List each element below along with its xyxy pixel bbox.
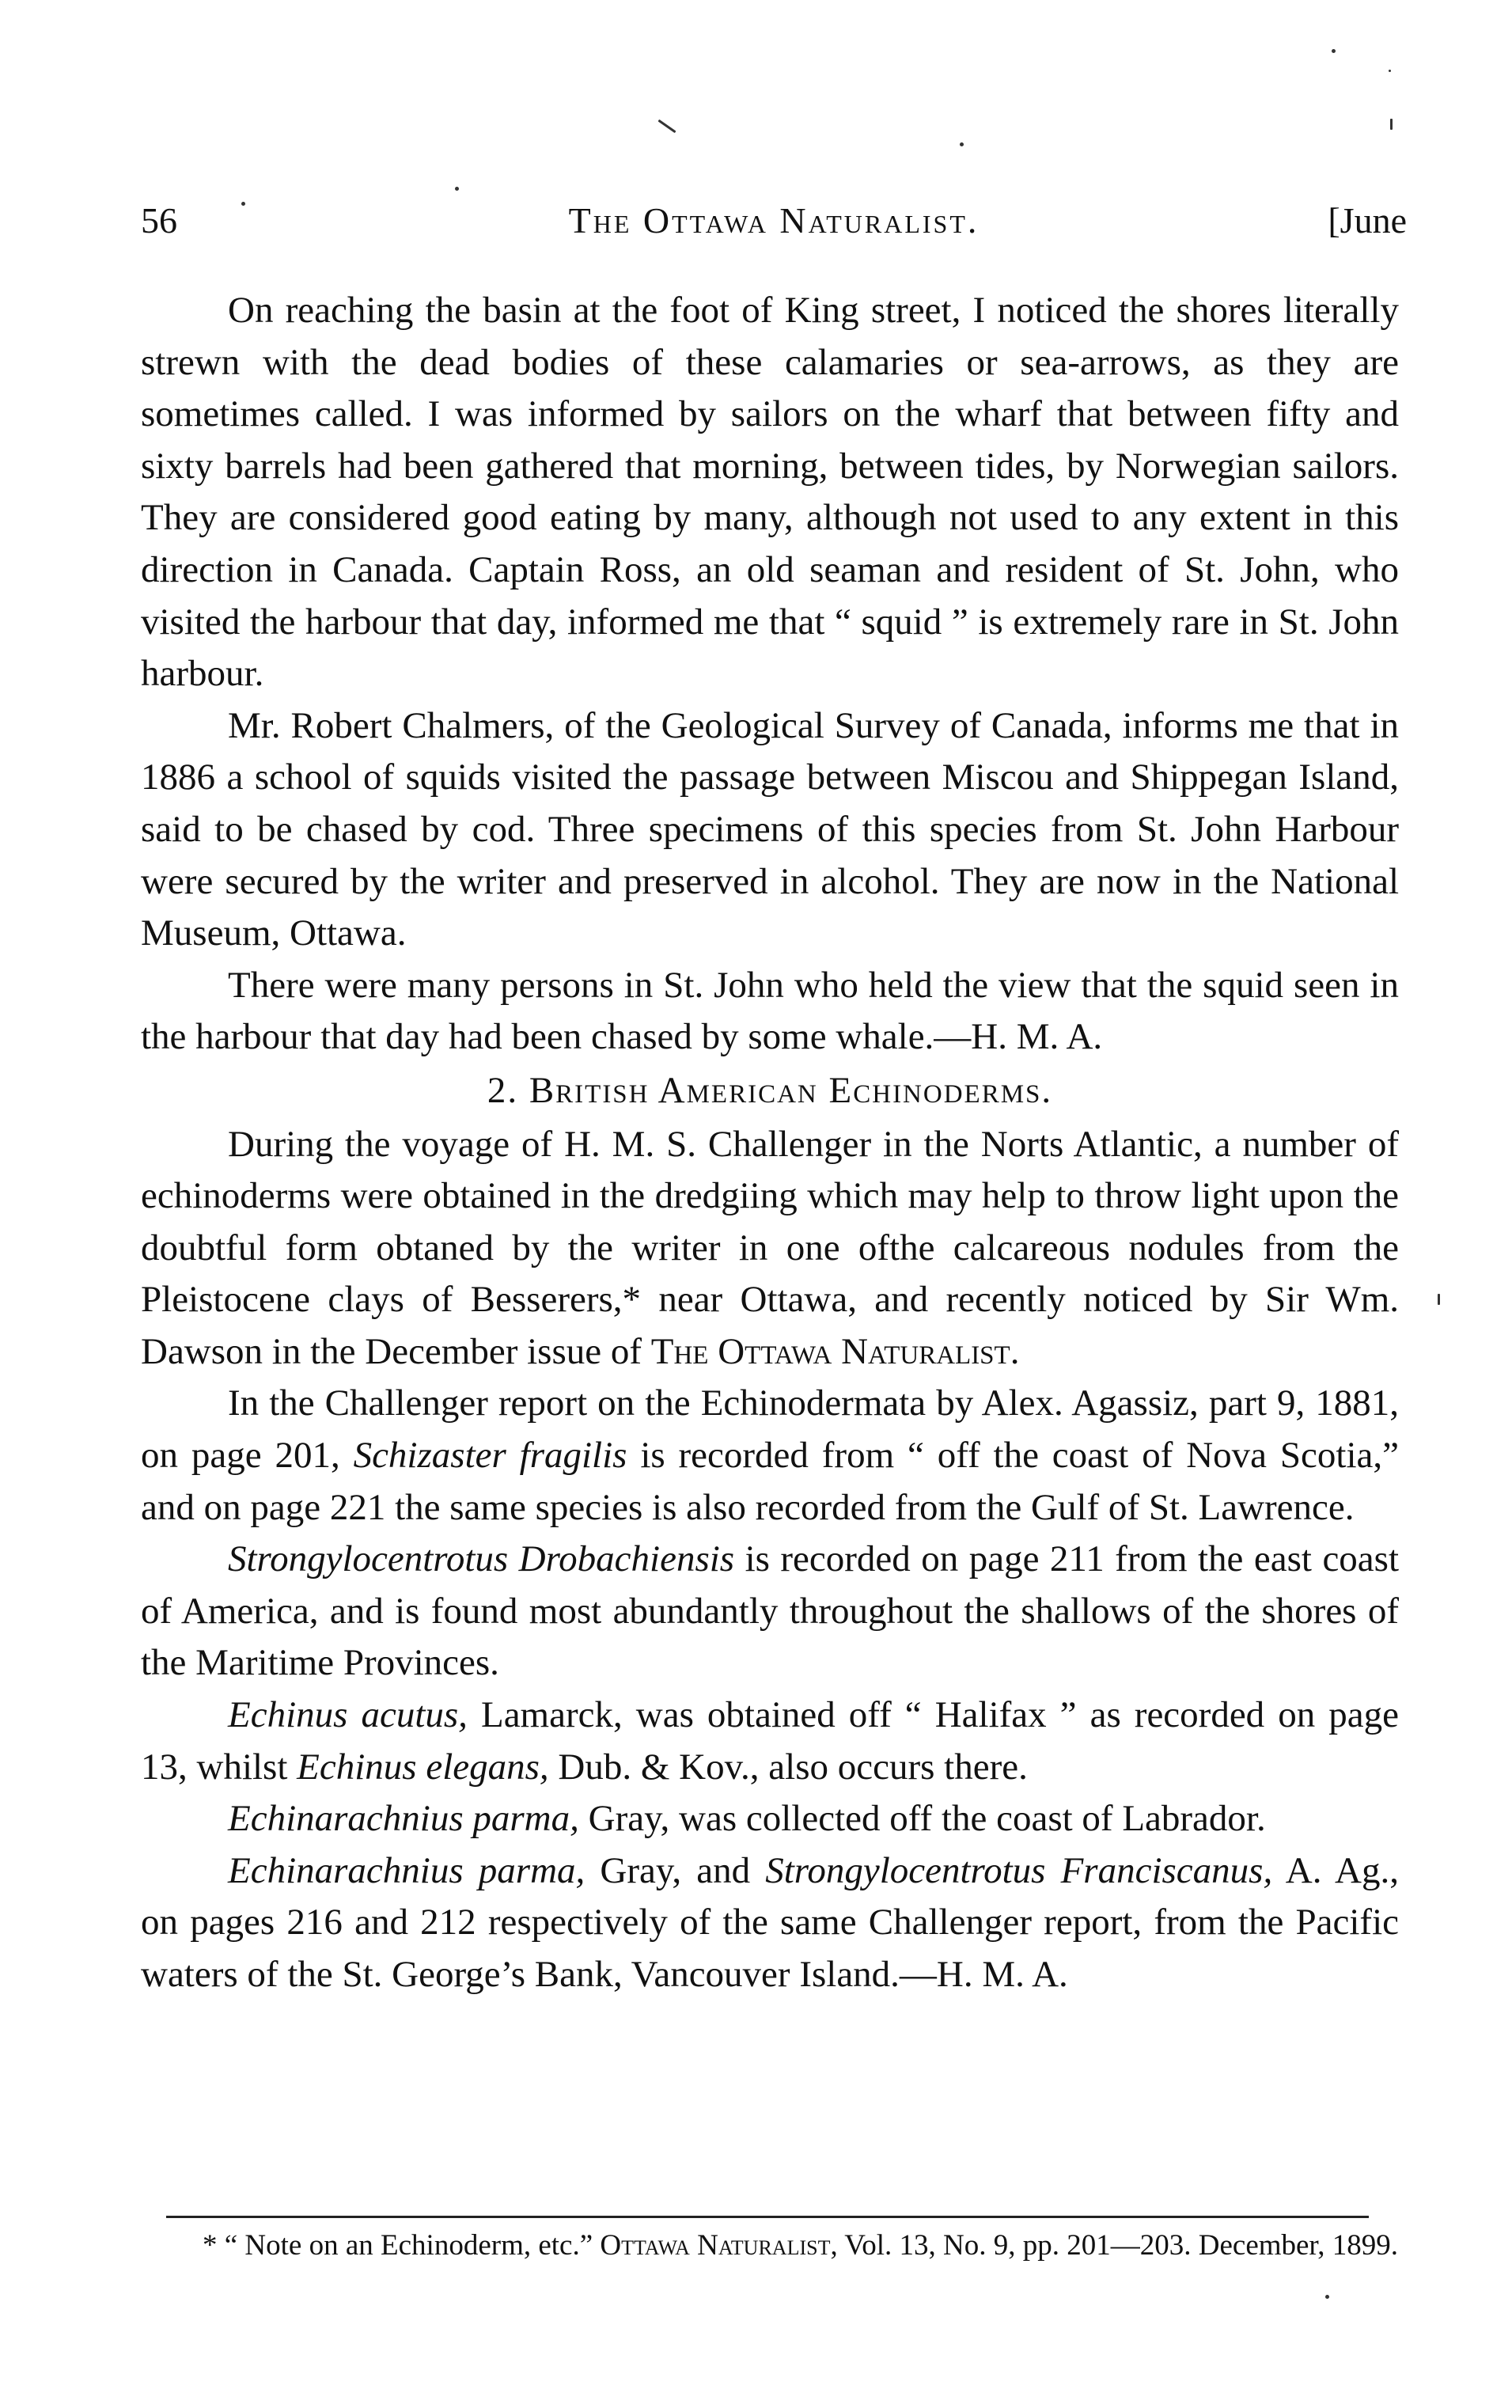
footnote [141,2225,1399,2266]
paragraph: On reaching the basin at the foot of King street, I noticed the shores literally strewn with the dead bodies of these calamaries or sea-arrows, as they are sometimes called. I was informed by sailors on the wharf that between fifty and sixty barrels had been gathered that morning, between tides, by Norwegian sailors. They are considered good eating by many, although not used to any extent in this direction in Canada. Captain Ross, an old seaman and resident of St. John, who visited the harbour that day, informed me that “ squid ” is extremely rare in St. John harbour. [141,290,1399,695]
scan-speck [657,119,676,133]
paragraph [141,1378,1399,1534]
paragraph-text: A. Ag., on pages 216 and 212 respectively of the same Challenger report, from the Pacific waters of the St. George’s Bank, Vancouver Island.—H. M. A. [141,1849,1399,1995]
paragraph-text: Lamarck, was obtained off “ Halifax ” as recorded on page 13, whilst [141,1694,1399,1788]
section-heading: 2. British American Echinoderms. [487,1069,1053,1111]
paragraph-text: Dub. & Kov., also occurs there. [558,1746,1028,1788]
scan-speck [1438,1294,1440,1305]
paragraph-text: Gray, and [600,1849,751,1891]
footnote-citation: Vol. 13, No. 9, pp. 201—203. December, 1899. [844,2229,1399,2262]
paragraph-text: In the Challenger report on the Echinodermata by Alex. Agassiz, part 9, 1881, on page 201, [141,1382,1399,1477]
paragraph: There were many persons in St. John who held the view that the squid seen in the harbour that day had been chased by some whale.—H. M. A. [141,964,1399,1058]
paragraph: Mr. Robert Chalmers, of the Geological Survey of Canada, informs me that in 1886 a school of squids visited the passage between Miscou and Shippegan Island, said to be chased by cod. Three specimens of this species from St. John Harbour were secured by the writer and preserved in alcohol. They are now in the National Museum, Ottawa. [141,704,1399,954]
journal-title: The Ottawa Naturalist. [568,200,980,241]
species-name: Echinus acutus, [228,1694,468,1736]
scan-speck [1390,119,1393,130]
species-name: Echinus elegans, [297,1746,549,1788]
page-number: 56 [141,200,177,241]
paragraph-text: Gray, was collected off the coast of Labrador. [588,1798,1266,1840]
paragraph-text: is recorded on page 211 from the east coast of America, and is found most abundantly throughout the shallows of the shores of the Maritime Provinces. [141,1538,1400,1684]
footnote-text [141,2225,1399,2266]
paragraph [141,1119,1399,1378]
species-name: Echinarachnius parma, [228,1798,579,1840]
scan-speck [1332,49,1336,53]
scan-speck [960,142,964,146]
paragraph [141,1534,1399,1689]
paragraph-text: During the voyage of H. M. S. Challenger in the Norts Atlantic, a number of echinoderms were obtained in the dredgiing which may help to throw light upon the doubtful form obtaned by the writer in one ofthe calcareous nodules from the Pleistocene clays of Besserers,* near Ottawa, and recently noticed by Sir Wm. Dawson in the December issue of [141,1123,1399,1372]
paragraph [141,1845,1399,2001]
scan-speck [1325,2295,1329,2299]
footnote-rule [166,2216,1369,2218]
paragraph-text: is recorded from “ off the coast of Nova Scotia,” and on page 221 the same species is also recorded from the Gulf of St. Lawrence. [141,1435,1399,1528]
species-name: Echinarachnius parma, [228,1849,585,1891]
footnote-citation: * “ Note on an Echinoderm, etc.” [203,2229,593,2262]
scan-speck [455,187,459,191]
species-name: Strongylocentrotus Franciscanus, [765,1849,1273,1891]
article-body [141,285,1399,2001]
species-name: Schizaster fragilis [353,1435,627,1477]
species-name: Strongylocentrotus Drobachiensis [228,1538,735,1580]
running-header [141,192,1407,255]
scan-speck [1389,70,1391,72]
issue-month: [June [1328,200,1407,241]
paragraph [141,1689,1399,1793]
journal-reference: The Ottawa Naturalist. [650,1330,1020,1372]
paragraph [141,1793,1399,1845]
journal-reference: Ottawa Naturalist, [600,2229,838,2262]
